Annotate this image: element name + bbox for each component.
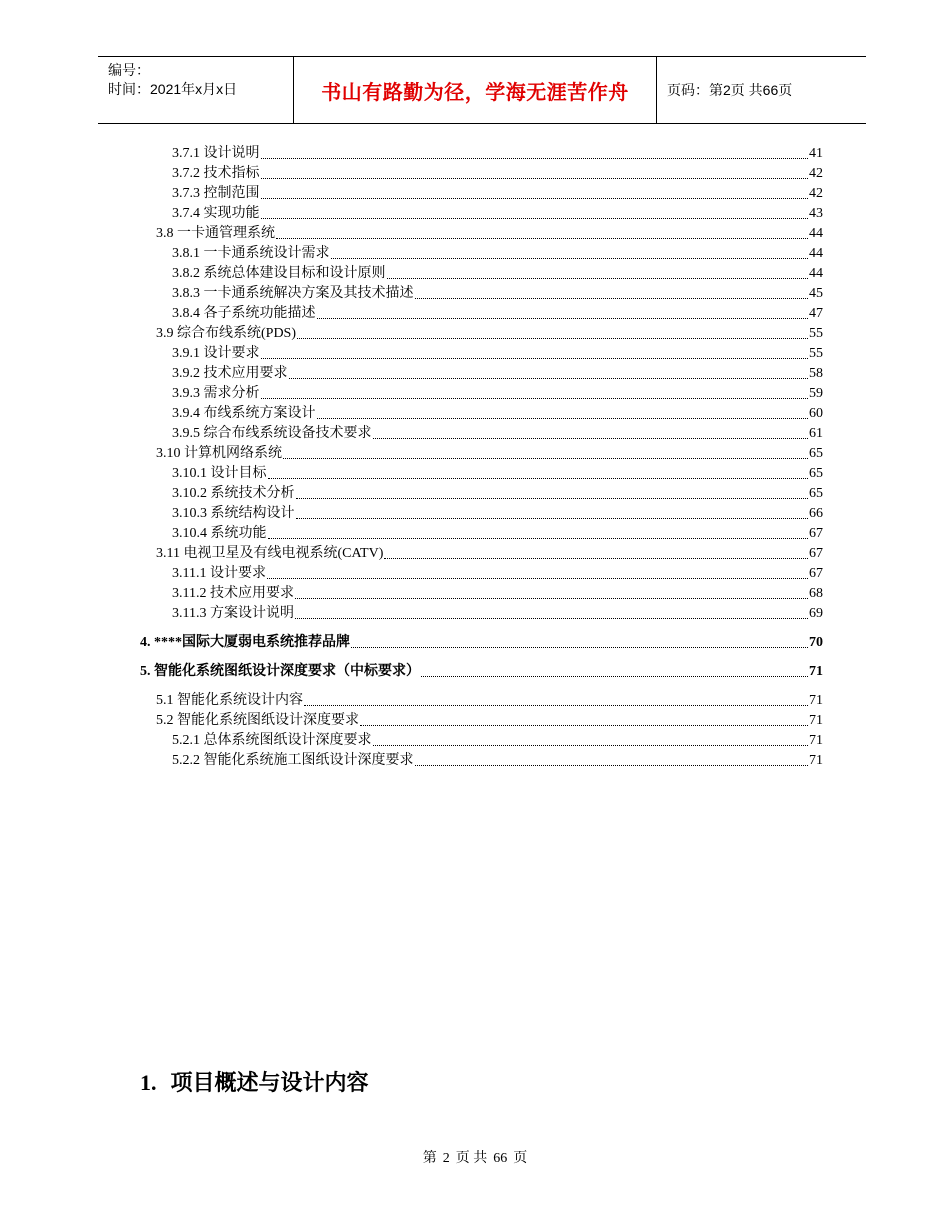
toc-leader-dots bbox=[317, 318, 809, 319]
toc-entry-page: 65 bbox=[809, 466, 823, 481]
toc-entry[interactable] bbox=[172, 405, 823, 423]
toc-leader-dots bbox=[283, 458, 808, 459]
toc-entry-page: 58 bbox=[809, 366, 823, 381]
toc-entry-title: 3.8.4 各子系统功能描述 bbox=[172, 306, 316, 321]
toc-leader-dots bbox=[268, 478, 809, 479]
toc-entry[interactable] bbox=[172, 505, 823, 523]
toc-entry-page: 44 bbox=[809, 266, 823, 281]
section-heading bbox=[140, 1066, 369, 1097]
toc-leader-dots bbox=[415, 765, 809, 766]
toc-entry-title: 4. ****国际大厦弱电系统推荐品牌 bbox=[140, 635, 350, 650]
toc-leader-dots bbox=[304, 705, 808, 706]
toc-leader-dots bbox=[317, 418, 809, 419]
toc-entry-title: 3.10.2 系统技术分析 bbox=[172, 486, 295, 501]
toc-entry-title: 3.7.1 设计说明 bbox=[172, 146, 260, 161]
footer-total-pages: 66 bbox=[493, 1151, 508, 1166]
toc-entry-title: 3.8.1 一卡通系统设计需求 bbox=[172, 246, 330, 261]
toc-entry-page: 61 bbox=[809, 426, 823, 441]
toc-entry-page: 68 bbox=[809, 586, 823, 601]
toc-entry-title: 5.2.1 总体系统图纸设计深度要求 bbox=[172, 733, 372, 748]
document-time-label: 时间：2021年x月x日 bbox=[108, 81, 238, 97]
toc-entry[interactable] bbox=[140, 663, 823, 681]
toc-leader-dots bbox=[261, 198, 809, 199]
toc-entry-page: 65 bbox=[809, 446, 823, 461]
toc-leader-dots bbox=[373, 438, 809, 439]
section-heading-number: 1. bbox=[140, 1070, 157, 1095]
toc-entry-title: 3.10.3 系统结构设计 bbox=[172, 506, 295, 521]
toc-entry[interactable] bbox=[156, 325, 823, 343]
toc-entry-title: 3.10.1 设计目标 bbox=[172, 466, 267, 481]
toc-entry-page: 43 bbox=[809, 206, 823, 221]
toc-entry[interactable] bbox=[172, 145, 823, 163]
toc-entry[interactable] bbox=[172, 565, 823, 583]
toc-entry-title: 3.10 计算机网络系统 bbox=[156, 446, 282, 461]
toc-entry[interactable] bbox=[172, 752, 823, 770]
toc-entry-title: 3.11 电视卫星及有线电视系统(CATV) bbox=[156, 546, 384, 561]
toc-entry-title: 3.10.4 系统功能 bbox=[172, 526, 267, 541]
header-page-label: 页码：第2页 共66页 bbox=[667, 82, 793, 98]
toc-entry-page: 71 bbox=[809, 733, 823, 748]
toc-leader-dots bbox=[415, 298, 809, 299]
toc-entry-title: 5.2 智能化系统图纸设计深度要求 bbox=[156, 713, 359, 728]
toc-entry-page: 59 bbox=[809, 386, 823, 401]
toc-entry-page: 67 bbox=[809, 566, 823, 581]
footer-mid: 页 共 bbox=[455, 1151, 488, 1166]
toc-entry[interactable] bbox=[172, 245, 823, 263]
toc-leader-dots bbox=[331, 258, 809, 259]
toc-leader-dots bbox=[297, 338, 808, 339]
toc-entry-page: 45 bbox=[809, 286, 823, 301]
toc-entry[interactable] bbox=[172, 205, 823, 223]
document-number-label: 编号： bbox=[108, 62, 150, 78]
toc-entry[interactable] bbox=[172, 345, 823, 363]
toc-entry[interactable] bbox=[156, 225, 823, 243]
toc-leader-dots bbox=[261, 178, 809, 179]
toc-entry[interactable] bbox=[172, 305, 823, 323]
toc-leader-dots bbox=[295, 598, 808, 599]
toc-entry-title: 3.9.3 需求分析 bbox=[172, 386, 260, 401]
toc-leader-dots bbox=[267, 578, 808, 579]
toc-entry-title: 3.11.1 设计要求 bbox=[172, 566, 266, 581]
toc-entry[interactable] bbox=[172, 605, 823, 623]
toc-entry[interactable] bbox=[172, 165, 823, 183]
toc-entry-page: 42 bbox=[809, 186, 823, 201]
header-motto: 书山有路勤为径，学海无涯苦作舟 bbox=[321, 79, 629, 104]
toc-leader-dots bbox=[421, 676, 808, 677]
toc-leader-dots bbox=[295, 618, 808, 619]
toc-entry[interactable] bbox=[172, 285, 823, 303]
toc-entry[interactable] bbox=[172, 485, 823, 503]
toc-entry-title: 3.11.3 方案设计说明 bbox=[172, 606, 294, 621]
toc-entry-title: 3.9.5 综合布线系统设备技术要求 bbox=[172, 426, 372, 441]
toc-entry[interactable] bbox=[156, 692, 823, 710]
toc-entry[interactable] bbox=[172, 732, 823, 750]
toc-entry-page: 69 bbox=[809, 606, 823, 621]
toc-leader-dots bbox=[261, 358, 809, 359]
toc-leader-dots bbox=[276, 238, 808, 239]
toc-entry-page: 44 bbox=[809, 226, 823, 241]
footer-suffix: 页 bbox=[513, 1151, 528, 1166]
toc-entry[interactable] bbox=[172, 385, 823, 403]
toc-entry[interactable] bbox=[156, 445, 823, 463]
toc-leader-dots bbox=[261, 158, 809, 159]
section-heading-title: 项目概述与设计内容 bbox=[170, 1071, 369, 1096]
toc-entry[interactable] bbox=[172, 525, 823, 543]
toc-entry-title: 3.8.3 一卡通系统解决方案及其技术描述 bbox=[172, 286, 414, 301]
toc-entry-page: 47 bbox=[809, 306, 823, 321]
toc-entry-page: 66 bbox=[809, 506, 823, 521]
toc-leader-dots bbox=[296, 498, 809, 499]
toc-leader-dots bbox=[373, 745, 809, 746]
toc-leader-dots bbox=[360, 725, 808, 726]
toc-entry[interactable] bbox=[172, 185, 823, 203]
toc-entry-page: 55 bbox=[809, 346, 823, 361]
toc-entry-title: 3.8 一卡通管理系统 bbox=[156, 226, 275, 241]
toc-leader-dots bbox=[351, 647, 808, 648]
toc-entry-page: 41 bbox=[809, 146, 823, 161]
toc-entry-page: 71 bbox=[809, 753, 823, 768]
toc-leader-dots bbox=[261, 398, 809, 399]
toc-entry-page: 71 bbox=[809, 693, 823, 708]
toc-entry-page: 55 bbox=[809, 326, 823, 341]
toc-entry-page: 71 bbox=[809, 664, 823, 679]
toc-entry-title: 3.7.2 技术指标 bbox=[172, 166, 260, 181]
toc-leader-dots bbox=[268, 538, 809, 539]
toc-entry[interactable] bbox=[172, 465, 823, 483]
toc-entry-title: 3.9.4 布线系统方案设计 bbox=[172, 406, 316, 421]
footer-prefix: 第 bbox=[422, 1151, 437, 1166]
toc-entry-page: 44 bbox=[809, 246, 823, 261]
toc-entry[interactable] bbox=[172, 365, 823, 383]
toc-entry-page: 42 bbox=[809, 166, 823, 181]
toc-entry-page: 60 bbox=[809, 406, 823, 421]
toc-entry[interactable] bbox=[172, 425, 823, 443]
toc-entry-page: 71 bbox=[809, 713, 823, 728]
toc-entry-page: 70 bbox=[809, 635, 823, 650]
toc-leader-dots bbox=[384, 558, 808, 559]
toc-entry-page: 67 bbox=[809, 546, 823, 561]
toc-entry[interactable] bbox=[156, 545, 823, 563]
toc-entry[interactable] bbox=[156, 712, 823, 730]
toc-entry-title: 3.11.2 技术应用要求 bbox=[172, 586, 294, 601]
toc-entry-title: 3.8.2 系统总体建设目标和设计原则 bbox=[172, 266, 386, 281]
toc-entry-page: 67 bbox=[809, 526, 823, 541]
toc-entry-page: 65 bbox=[809, 486, 823, 501]
toc-leader-dots bbox=[387, 278, 809, 279]
toc-entry-title: 3.9.1 设计要求 bbox=[172, 346, 260, 361]
toc-entry-title: 3.7.4 实现功能 bbox=[172, 206, 260, 221]
toc-entry[interactable] bbox=[172, 265, 823, 283]
toc-leader-dots bbox=[261, 218, 809, 219]
footer-page-number: 2 bbox=[442, 1151, 450, 1166]
toc-entry-title: 3.9 综合布线系统(PDS) bbox=[156, 326, 297, 341]
toc-entry-title: 5. 智能化系统图纸设计深度要求（中标要求） bbox=[140, 664, 420, 679]
toc-leader-dots bbox=[289, 378, 809, 379]
toc-leader-dots bbox=[296, 518, 809, 519]
toc-entry-title: 5.2.2 智能化系统施工图纸设计深度要求 bbox=[172, 753, 414, 768]
page-footer bbox=[0, 1147, 950, 1167]
toc-entry-title: 3.7.3 控制范围 bbox=[172, 186, 260, 201]
toc-entry[interactable] bbox=[172, 585, 823, 603]
toc-entry-title: 3.9.2 技术应用要求 bbox=[172, 366, 288, 381]
toc-entry[interactable] bbox=[140, 634, 823, 652]
toc-entry-title: 5.1 智能化系统设计内容 bbox=[156, 693, 303, 708]
